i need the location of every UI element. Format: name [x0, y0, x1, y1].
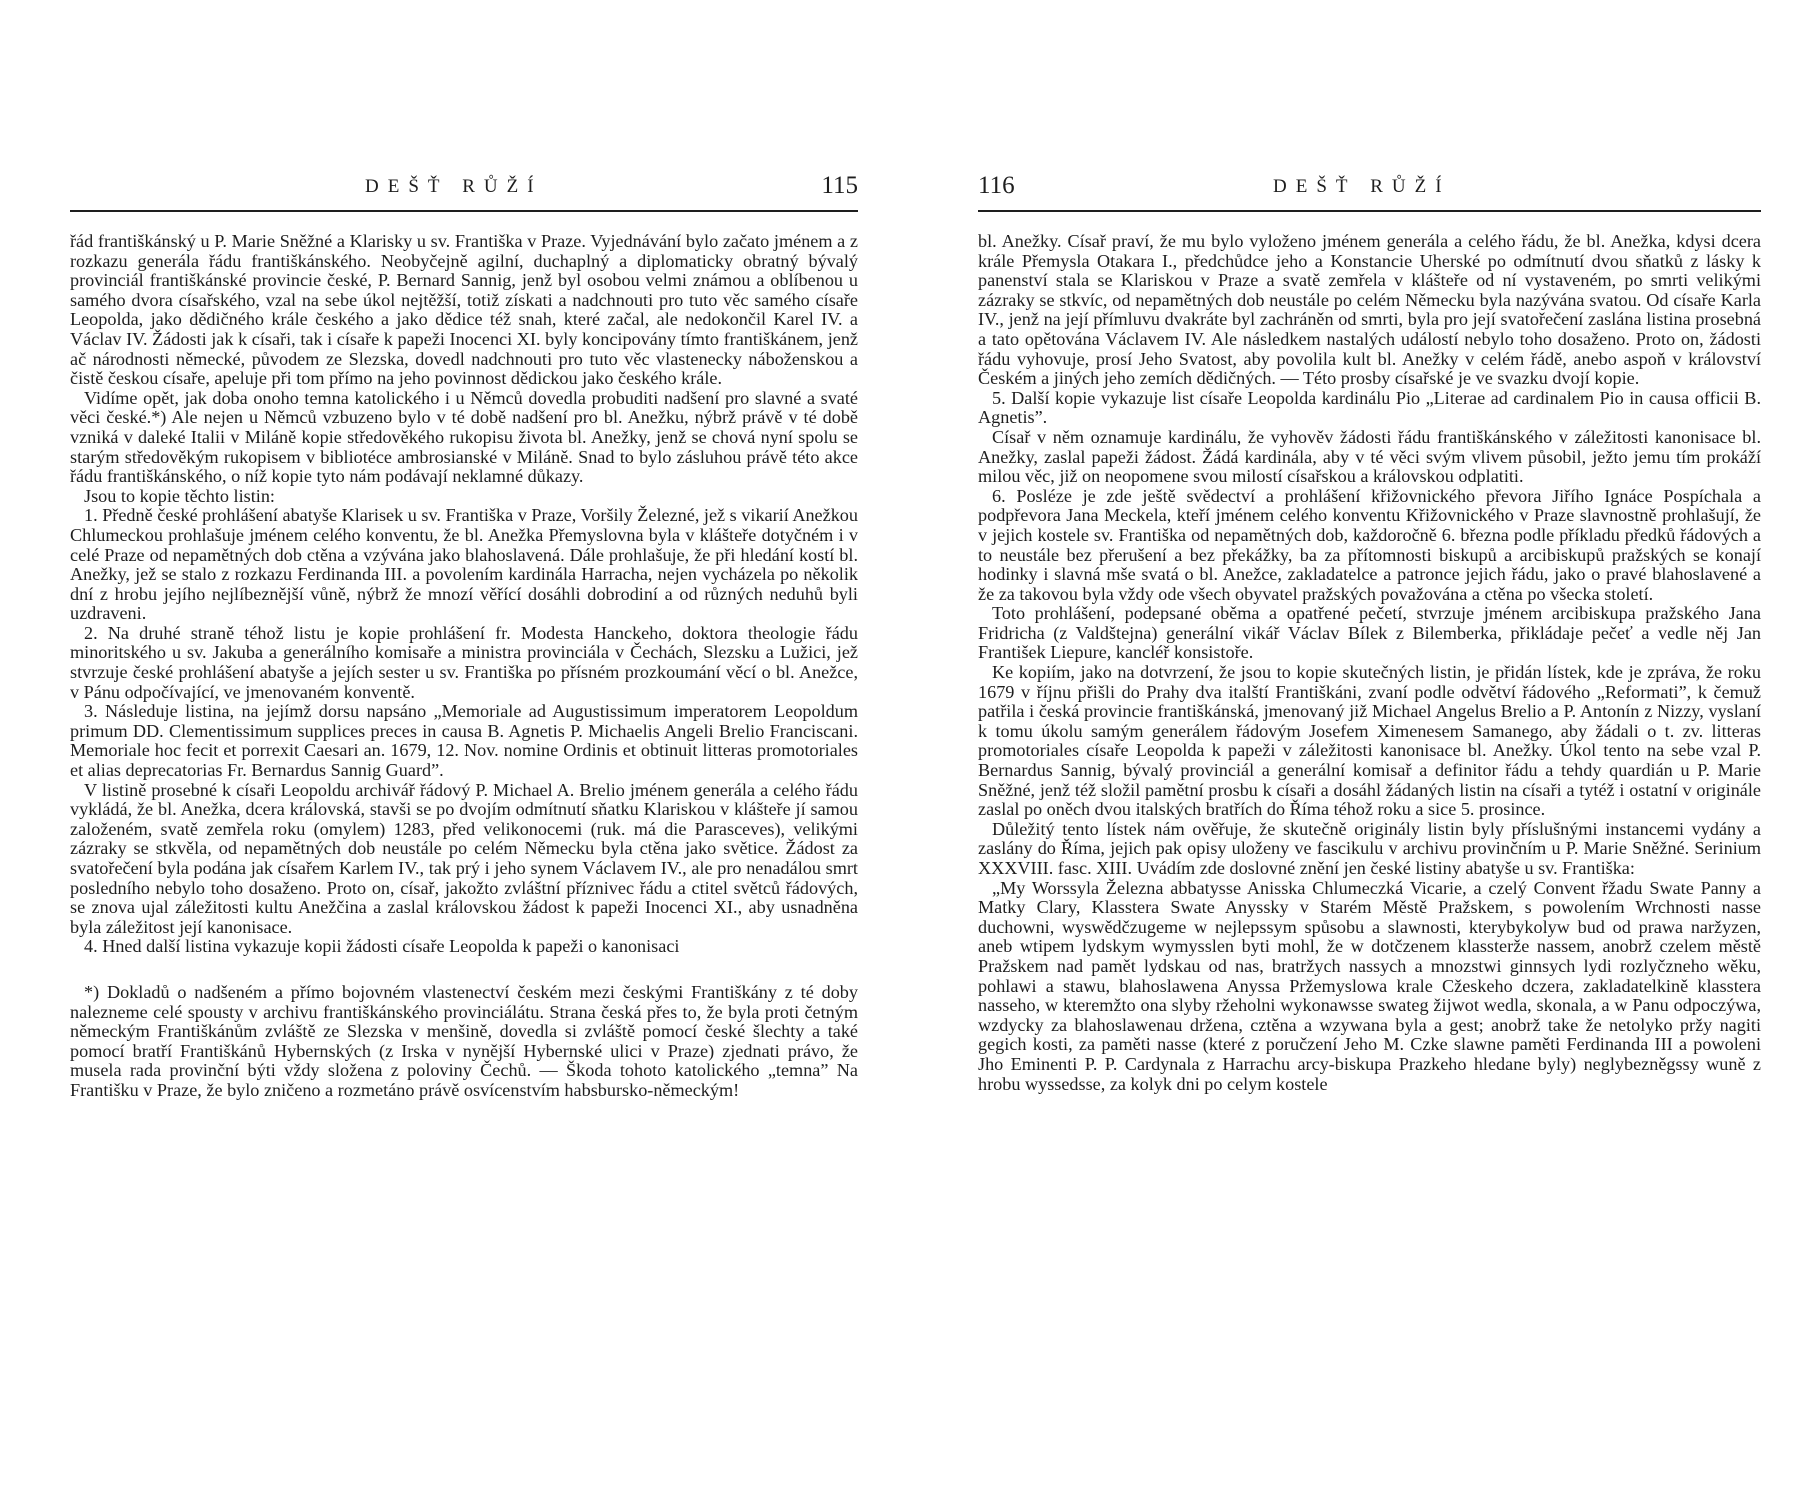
left-page [70, 172, 858, 1101]
paragraph: Jsou to kopie těchto listin: [84, 485, 275, 506]
right-running-title: DEŠŤ RŮŽÍ [1273, 176, 1451, 197]
right-page-number: 116 [978, 172, 1015, 199]
paragraph: „My Worssyla Železna abbatysse Anisska Chlumeczká Vicarie, a czelý Convent řžadu Swate Panny a Matky Clary, Klasstera Swate Anyssky v Starém Městě Pražskem, s powolením Wrchnosti nasse duchowni, wyswědčzugeme w nejlepssym spůsobu a slawnosti, kterybykolyw bud od prawa naržyzen, aneb wtipem lydskym wymysslen byti mohl, že w dotčzenem klassterže nassem, anobrž czelem městě Pražskem nad pamět lydskau od nas, bratržych nassych a mnozstwi ginnsych lydi rozlyčzneho wěku, pohlawi a stawu, blahoslawena Anyssa Pržemyslowa krale Cžeskeho dczera, zakladatelkině klasstera nasseho, w kteremžto ona slyby ržeholni wykonawsse swateg žijwot wedla, skonala, a w Panu odpoczýwa, wzdycky za blahoslawenau držena, cztěna a wzywana byla a gest; anobrž take že netolyko pržy nagiti gegich kosti, za paměti nasse (které z poručzení Jeho M. Czke slawne paměti Ferdinanda III a powoleni Jho Eminenti P. P. Cardynala z Harrachu arcy-biskupa Prazkeho hledane byly) neglybezněgssy wuně z hrobu wyssedsse, za kolyk dni po celym kostele [978, 877, 1761, 1094]
paragraph: Císař v něm oznamuje kardinálu, že vyhověv žádosti řádu františkánského v záležitosti kanonisace bl. Anežky, zaslal papeži žádost. Žádá kardinála, aby v té věci svým vlivem působil, ježto jemu tím prokáží milou věc, již on neopomene svou milostí císařskou a královskou odplatiti. [978, 426, 1761, 487]
paragraph: bl. Anežky. Císař praví, že mu bylo vyloženo jménem generála a celého řádu, že bl. Anežka, kdysi dcera krále Přemysla Otakara I., předchůdce jeho a Konstancie Uherské po odmítnutí dvou sňatků z lásky k panenství stala se Klariskou v Praze a svatě zemřela v klášteře od ní vystaveném, po smrti velikými zázraky se stkvíc, od nepamětných dob neustále po celém Německu byla nazývána svatou. Od císaře Karla IV., jenž na její přímluvu dvakráte byl zachráněn od smrti, byla pro její svatořečení zaslána listina prosebná a tato opětována Václavem IV. Ale následkem nastalých událostí nebylo toho dosaženo. Proto on, žádosti řádu vyhovuje, prosí Jeho Svatost, aby povolila kult bl. Anežky v celém řádě, anebo aspoň v království Českém a jiných jeho zemích dědičných. — Této prosby císařské je ve svazku dvojí kopie. [978, 231, 1761, 389]
paragraph: 2. Na druhé straně téhož listu je kopie prohlášení fr. Modesta Hanckeho, doktora theologie řádu minoritského u sv. Jakuba a generálního komisaře a ministra provinciála v Čechách, Slezsku a Lužici, jež stvrzuje české prohlášení abatyše a jejích sester u sv. Františka po přísném prozkoumání věcí o bl. Anežce, v Pánu odpočívající, ve jmenovaném konventě. [70, 622, 858, 702]
paragraph: Ke kopiím, jako na dotvrzení, že jsou to kopie skutečných listin, je přidán lístek, kde je zpráva, že roku 1679 v říjnu přišli do Prahy dva italští Františkáni, zvaní podle odvětví řádového „Reformati”, k čemuž patřila i česká provincie františkánská, jmenovaný již Michael Angelus Brelio a P. Antonín z Nizzy, vyslaní k tomu úkolu samým generálem řádovým Josefem Ximenesem Samanego, aby žádali o t. zv. litteras promotoriales císaře Leopolda k papeži v záležitosti kanonisace bl. Anežky. Úkol tento na sebe vzal P. Bernardus Sannig, bývalý provinciál a generální komisař a definitor řádu a tehdy quardián u P. Marie Sněžné, jenž též složil pamětní prosbu k císaři a dosáhl žádaných listin na císaři a tytéž i ostatní v originále zaslal po oněch dvou italských bratřích do Říma téhož roku a sice 5. prosince. [978, 662, 1761, 820]
paragraph: 6. Posléze je zde ještě svědectví a prohlášení křižovnického převora Jiřího Ignáce Pospíchala a podpřevora Jana Meckela, kteří jménem celého konventu Křižovnického v Praze slavnostně prohlašují, že v jejich kostele sv. Františka od nepamětných dob, každoročně 6. března podle příkladu předků řádových a to neustále bez přerušení a bez překážky, ba za přítomnosti biskupů a arcibiskupů pražských se konají hodinky i slavná mše svatá o bl. Anežce, zakladatelce a patronce jejich řádu, jako o pravé blahoslavené a že za takovou byla vždy ode všech obyvatel pražských považována a ctěna po všecka století. [978, 485, 1761, 604]
left-header-rule [70, 210, 858, 212]
left-page-number: 115 [821, 172, 858, 199]
footnote-gap [70, 957, 858, 983]
left-running-head [70, 172, 858, 208]
right-body-text [978, 232, 1761, 1094]
right-running-head [978, 172, 1761, 208]
paragraph: 3. Následuje listina, na jejímž dorsu napsáno „Memoriale ad Augustissimum imperatorem Leopoldum primum DD. Clementissimum supplices preces in causa B. Agnetis P. Michaelis Angeli Brelio Franciscani. Memoriale hoc fecit et porrexit Caesari an. 1679, 12. Nov. nomine Ordinis et obtinuit litteras promotoriales et alias deprecatorias Fr. Bernardus Sannig Guard”. [70, 701, 858, 781]
paragraph: Toto prohlášení, podepsané oběma a opatřené pečetí, stvrzuje jménem arcibiskupa pražského Jana Fridricha (z Valdštejna) generální vikář Václav Bílek z Bilemberka, přikládaje pečeť a vedle něj Jan František Liepure, kancléř konsistoře. [978, 603, 1761, 663]
paragraph: řád františkánský u P. Marie Sněžné a Klarisky u sv. Františka v Praze. Vyjednávání bylo začato jménem a z rozkazu generála řádu františkánského. Neobyčejně agilní, duchaplný a diplomaticky obratný bývalý provinciál františkánské provincie české, P. Bernard Sannig, jenž byl osobou velmi známou a oblíbenou u samého dvora císařského, vzal na sebe úkol nejtěžší, totiž získati a nadchnouti pro tuto věc samého císaře Leopolda, jako dědičného krále českého a jako dědice též snah, které začal, ale nedokončil Karel IV. a Václav IV. Žádosti jak k císaři, tak i císaře k papeži Inocenci XI. byly koncipovány tímto františkánem, jenž ač národnosti německé, původem ze Slezska, dovedl nadchnouti pro tuto věc vlastenecky náboženskou a čistě českou císaře, apeluje při tom přímo na jeho povinnost dědickou jako českého krále. [70, 231, 858, 389]
left-body-text [70, 232, 858, 957]
left-footnote [70, 983, 858, 1101]
paragraph: 5. Další kopie vykazuje list císaře Leopolda kardinálu Pio „Literae ad cardinalem Pio in causa officii B. Agnetis”. [978, 387, 1761, 428]
right-header-rule [978, 210, 1761, 212]
paragraph: 4. Hned další listina vykazuje kopii žádosti císaře Leopolda k papeži o kanonisaci [84, 936, 680, 957]
paragraph: 1. Předně české prohlášení abatyše Klarisek u sv. Františka v Praze, Voršily Železné, jež s vikarií Anežkou Chlumeckou prohlašuje jménem celého konventu, že bl. Anežka Přemyslovna byla v klášteře dotyčném i v celé Praze od nepamětných dob ctěna a vzývána jako blahoslavená. Dále prohlašuje, že při hledání kostí bl. Anežky, jež se stalo z rozkazu Ferdinanda III. a povolením kardinála Harracha, nejen vycházela po několik dní z hrobu jejího nejlíbeznější vůně, nýbrž že mnozí věřící dosáhli dobrodiní a od různých neduhů byli uzdraveni. [70, 505, 858, 624]
footnote-text: *) Dokladů o nadšeném a přímo bojovném vlastenectví českém mezi českými Františkány z té doby nalezneme celé spousty v archivu františkánského provinciálátu. Strana česká přes to, že byla proti četným německým Františkánům zvláště ze Slezska v menšině, dovedla si zvláště pomocí české šlechty a také pomocí bratří Františkánů Hybernských (z Irska v nynější Hybernské ulici v Praze) zjednati právo, že musela rada provinční býti vždy složena z poloviny Čechů. — Škoda tohoto katolického „temna” Na Františku v Praze, že bylo zničeno a rozmetáno právě osvícenstvím habsbursko-německým! [70, 981, 858, 1100]
paragraph: Vidíme opět, jak doba onoho temna katolického i u Němců dovedla probuditi nadšení pro slavné a svaté věci české.*) Ale nejen u Němců vzbuzeno bylo v té době nadšení pro bl. Anežku, nýbrž právě v té době vzniká v daleké Italii v Miláně kopie středověkého rukopisu života bl. Anežky, jenž se chová nyní spolu se starým středověkým rukopisem v bibliotéce ambrosianské v Miláně. Snad to bylo zásluhou právě této akce řádu františkánského, o níž kopie tyto nám podávají neklamné důkazy. [70, 387, 858, 487]
paragraph: Důležitý tento lístek nám ověřuje, že skutečně originály listin byly příslušnými instancemi vydány a zaslány do Říma, jejich pak opisy uloženy ve fascikulu v archivu provinčním u P. Marie Sněžné. Serinium XXXVIII. fasc. XIII. Uvádím zde doslovné znění jen české listiny abatyše u sv. Františka: [978, 818, 1761, 878]
paragraph: V listině prosebné k císaři Leopoldu archivář řádový P. Michael A. Brelio jménem generála a celého řádu vykládá, že bl. Anežka, dcera královská, stavši se po dvojím odmítnutí sňatku Klariskou v klášteře jí samou založeném, svatě zemřela roku (omylem) 1283, před velikonocemi (ruk. má die Parasceves), velikými zázraky se stkvěla, od nepamětných dob neustále po celém Německu byla ctěna jako světice. Žádost za svatořečení byla podána jak císařem Karlem IV., tak prý i jeho synem Václavem IV., ale pro nenadálou smrt posledního nebylo toho dosaženo. Proto on, císař, jakožto zvláštní příznivec řádu a ctitel světců řádových, se znova ujal záležitosti kultu Anežčina a zaslal královskou žádost k papeži Inocenci XI., aby usnadněna byla záležitost její kanonisace. [70, 779, 858, 937]
left-running-title: DEŠŤ RŮŽÍ [365, 176, 543, 197]
right-page [978, 172, 1761, 1094]
